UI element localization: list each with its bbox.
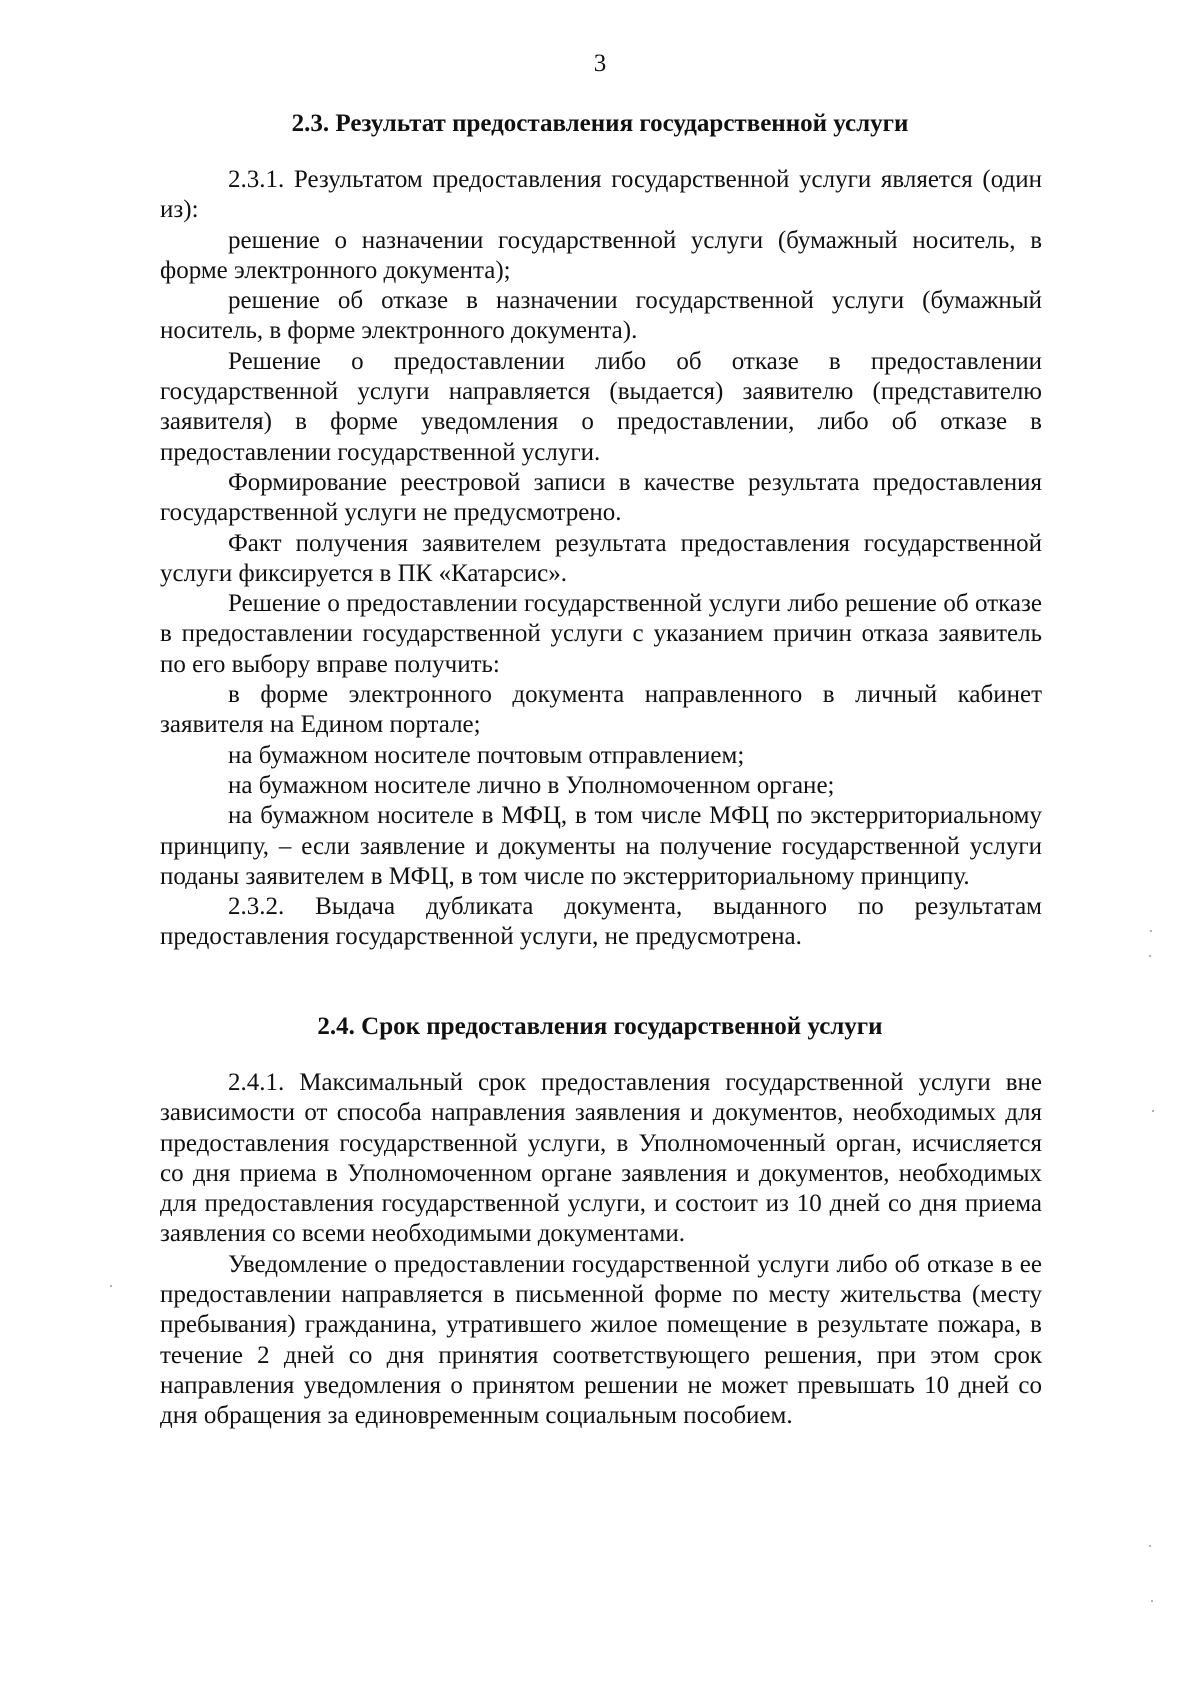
paragraph: решение об отказе в назначении государственной услуги (бумажный носитель, в форме электронного документа). — [160, 287, 1042, 345]
paragraph: Решение о предоставлении государственной услуги либо решение об отказе в предоставлении государственной услуги с указанием причин отказа заявитель по его выбору вправе получить: — [160, 590, 1042, 678]
section-heading-2-4: 2.4. Срок предоставления государственной услуги — [317, 1013, 883, 1040]
section-body-2-4 — [160, 1068, 1042, 1432]
scan-speck — [1149, 1545, 1151, 1547]
paragraph: на бумажном носителе в МФЦ, в том числе МФЦ по экстерриториальному принципу, – если заявление и документы на получение государственной услуги поданы заявителем в МФЦ, в том числе по экстерриториальному принципу. — [160, 802, 1042, 890]
paragraph: Решение о предоставлении либо об отказе в предоставлении государственной услуги направляется (выдается) заявителю (представителю заявителя) в форме уведомления о предоставлении, либо об отказе в предоставлении государственной услуги. — [160, 347, 1042, 466]
scan-speck — [1152, 1110, 1154, 1112]
page-number: 3 — [593, 50, 607, 77]
paragraph: Формирование реестровой записи в качестве результата предоставления государственной услуги не предусмотрено. — [160, 468, 1042, 527]
paragraph: 2.3.1. Результатом предоставления государственной услуги является (один из): — [160, 166, 1042, 224]
paragraph: в форме электронного документа направленного в личный кабинет заявителя на Едином портале; — [160, 681, 1042, 739]
scan-speck — [1149, 955, 1151, 957]
paragraph: Факт получения заявителем результата предоставления государственной услуги фиксируется в ПК «Катарсис». — [160, 529, 1042, 587]
section-body-2-3 — [160, 165, 1042, 953]
scan-speck — [1150, 930, 1152, 932]
paragraph: на бумажном носителе лично в Уполномоченном органе; — [228, 771, 835, 799]
paragraph: 2.4.1. Максимальный срок предоставления государственной услуги вне зависимости от способа направления заявления и документов, необходимых для предоставления государственной услуги, в Уполномоченный орган, исчисляется со дня приема в Уполномоченном органе заявления и документов, необходимых для предоставления государственной услуги, и состоит из 10 дней со дня приема заявления со всеми необходимыми документами. — [160, 1069, 1042, 1248]
paragraph: Уведомление о предоставлении государственной услуги либо об отказе в ее предоставлении направляется в письменной форме по месту жительства (месту пребывания) гражданина, утратившего жилое помещение в результате пожара, в течение 2 дней со дня принятия соответствующего решения, при этом срок направления уведомления о принятом решении не может превышать 10 дней со дня обращения за единовременным социальным пособием. — [160, 1250, 1042, 1430]
paragraph: решение о назначении государственной услуги (бумажный носитель, в форме электронного документа); — [160, 226, 1042, 284]
paragraph: на бумажном носителе почтовым отправлением; — [228, 741, 745, 769]
scan-speck — [1151, 1600, 1153, 1602]
scan-speck — [110, 1285, 112, 1287]
paragraph: 2.3.2. Выдача дубликата документа, выданного по результатам предоставления государственной услуги, не предусмотрена. — [160, 893, 1042, 951]
section-heading-2-3: 2.3. Результат предоставления государственной услуги — [291, 110, 909, 137]
